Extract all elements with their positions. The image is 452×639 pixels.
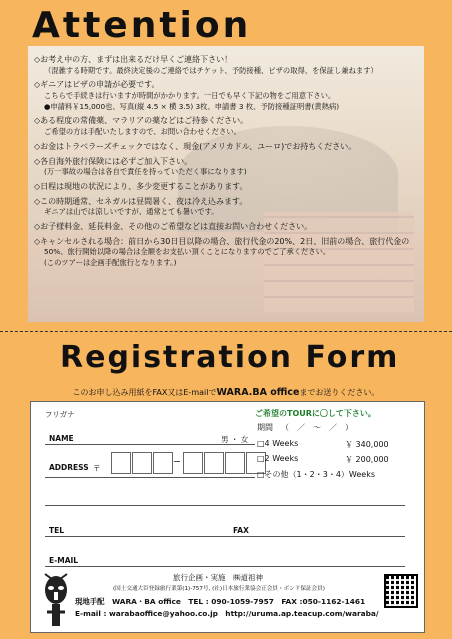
registration-form (30, 401, 425, 633)
note-sub: こちらで手続きは行いますが時間がかかります。一日でも早く下記の物をご用意下さい。 (44, 90, 336, 100)
period-label: 期間 (257, 423, 273, 432)
note-main: ◇この時期通常、セネガルは昼間暑く、夜は冷え込みます。 (34, 196, 248, 206)
attention-note (34, 157, 422, 178)
registration-instruction (0, 387, 452, 398)
address-field[interactable] (45, 477, 255, 478)
instruction-pre: このお申し込み用紙をFAX又はE-mailで (72, 388, 217, 397)
note-main: ◇各自海外旅行保険には必ずご加入下さい。 (34, 156, 193, 166)
note-sub: ご希望の方は手配いたしますので、お問い合わせください。 (44, 126, 241, 136)
note-sub: 50%、旅行開始以降の場合は全額をお支払い頂くことになりますのでご了承ください。 (44, 247, 331, 257)
note-sub: ギニアは山では涼しいですが、通常とても暑いです。 (44, 207, 219, 217)
attention-note (34, 55, 422, 76)
note-sub: (万一事故の場合は各自で責任を持っていただく事になります) (44, 167, 247, 177)
zip-dash (174, 461, 180, 462)
note-main: ◇キャンセルされる場合：前日から30日目以降の場合、旅行代金の20%、2日、旧前の場合、旅行代金の (34, 236, 410, 246)
qr-code[interactable] (384, 574, 418, 608)
zip-box[interactable] (111, 452, 131, 474)
name-field[interactable] (45, 444, 255, 445)
attention-note (34, 237, 422, 269)
fax-label: FAX (233, 526, 249, 535)
mask-icon (39, 572, 73, 630)
attention-note (34, 80, 422, 112)
attention-title: Attention (32, 5, 252, 46)
note-main: ◇お考え中の方、まずは出来るだけ早くご連絡下さい！ (34, 55, 233, 64)
attention-note (34, 182, 422, 193)
attention-note (34, 222, 422, 233)
attention-note (34, 142, 422, 153)
zip-box[interactable] (153, 452, 173, 474)
zip-box[interactable] (183, 452, 203, 474)
note-main: ◇日程は現地の状況により、多少変更することがあります。 (34, 181, 248, 191)
period-value[interactable]: （ ／ 〜 ／ ） (281, 423, 353, 432)
tour-option-label[interactable]: □その他（1・2・3・4）Weeks (257, 470, 376, 479)
zip-box[interactable] (204, 452, 224, 474)
name-label: NAME (49, 434, 74, 443)
tour-option-label[interactable]: □4 Weeks (257, 439, 299, 448)
cut-line (0, 331, 452, 332)
attention-note (34, 197, 422, 218)
note-main: ◇お子様料金、延長料金、その他のご希望などは直接お問い合わせください。 (34, 222, 313, 232)
registration-title: Registration Form (60, 340, 400, 375)
address-field-2[interactable] (45, 505, 405, 506)
footer-registration: (国土交通大臣登録旅行業第(1)-757号, (社)日本旅行業協会正会員・ボンド保証会員) (113, 586, 325, 592)
note-sub: (このツアーは企画手配旅行となります。) (44, 258, 177, 267)
zip-box[interactable] (225, 452, 245, 474)
tour-option-price: ￥ 200,000 (345, 455, 389, 464)
attention-notes (34, 55, 422, 273)
zip-box[interactable] (132, 452, 152, 474)
tour-option-price: ￥ 340,000 (345, 440, 389, 449)
note-sub: （混雑する時期です。最終決定後のご連絡ではチケット、予防接種、ビザの取得、を保証し兼ねます） (44, 65, 378, 75)
gender-choice[interactable]: 男 ・ 女 (221, 435, 249, 444)
note-main: ◇ギニアはビザの申請が必要です。 (34, 80, 160, 90)
footer-local: 現地手配 WARA・BA office TEL : 090-1059-7957 FAX :050-1162-1461 (75, 597, 366, 606)
tour-title: ご希望のTOURに〇して下さい。 (255, 409, 376, 418)
tour-choice (255, 408, 419, 419)
tel-label: TEL (49, 526, 65, 535)
email-label: E-MAIL (49, 556, 79, 565)
footer-organizer: 旅行企画・実施 ㈱道祖神 (173, 573, 263, 582)
attention-note (34, 116, 422, 137)
instruction-brand: WARA.BA office (216, 387, 300, 398)
tel-fax-field[interactable] (45, 536, 405, 537)
instruction-post: までお送りください。 (299, 388, 380, 397)
note-main: ◇ある程度の常備薬、マラリアの薬などはご持参ください。 (34, 116, 249, 126)
furigana-label: フリガナ (45, 410, 75, 419)
address-label: ADDRESS (49, 463, 89, 472)
note-main: ◇お金はトラベラーズチェックではなく、現金(アメリカドル、ユーロ)でお持ちください。 (34, 141, 357, 151)
postal-mark: 〒 (93, 464, 101, 473)
note-sub: ●申請料￥15,000也、写真(縦 4.5 × 横 3.5) 3枚、申請書 3 枚、予防接種証明書(黄熱病) (44, 101, 340, 111)
form-footer (31, 570, 424, 630)
email-field[interactable] (45, 566, 405, 567)
tour-option-label[interactable]: □2 Weeks (257, 454, 299, 463)
footer-contact[interactable]: E-mail : warabaoffice@yahoo.co.jp http://uruma.ap.teacup.com/waraba/ (75, 609, 379, 618)
